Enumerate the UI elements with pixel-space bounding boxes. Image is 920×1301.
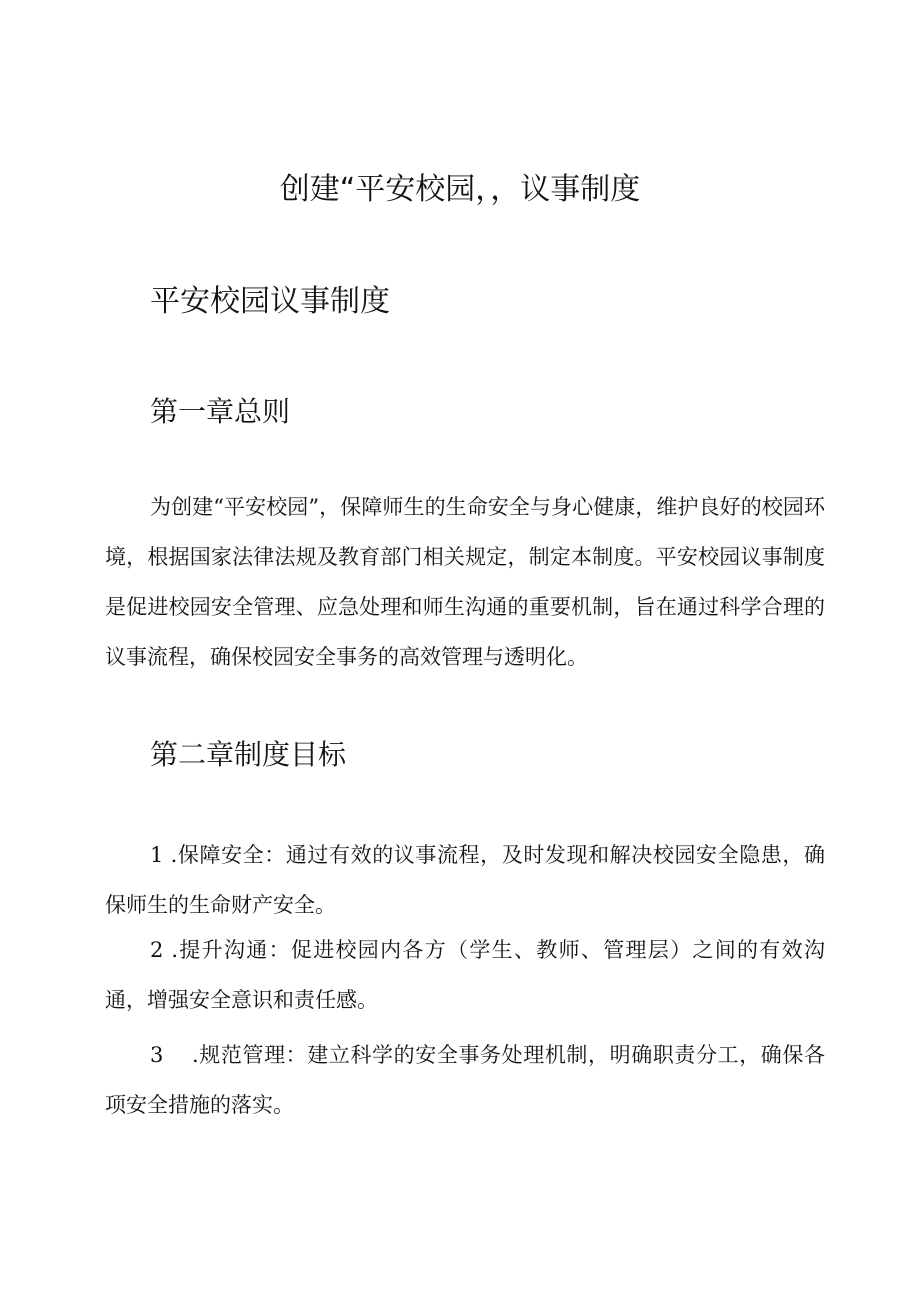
goal-item-text: .规范管理：建立科学的安全事务处理机制，明确职责分工，确保各项安全措施的落实。 (105, 1043, 825, 1117)
goal-item-1 (105, 830, 825, 930)
goal-item-number: 1 (150, 843, 164, 867)
goal-item-text: .提升沟通：促进校园内各方（学生、教师、管理层）之间的有效沟通，增强安全意识和责任感。 (105, 938, 825, 1012)
goal-item-number: 3 (150, 1043, 164, 1067)
goal-item-3 (105, 1030, 825, 1130)
goal-item-2 (105, 925, 825, 1025)
chapter-1-heading: 第一章总则 (150, 395, 291, 428)
goal-item-number: 2 (150, 938, 164, 962)
goal-item-text: .保障安全：通过有效的议事流程，及时发现和解决校园安全隐患，确保师生的生命财产安全。 (105, 843, 825, 917)
chapter-1-paragraph: 为创建“平安校园”，保障师生的生命安全与身心健康，维护良好的校园环境，根据国家法律法规及教育部门相关规定，制定本制度。平安校园议事制度是促进校园安全管理、应急处理和师生沟通的重要机制，旨在通过科学合理的议事流程，确保校园安全事务的高效管理与透明化。 (105, 495, 825, 669)
chapter-2-heading: 第二章制度目标 (150, 738, 347, 771)
document-title: 创建“平安校园，，议事制度 (279, 172, 641, 207)
document-subtitle: 平安校园议事制度 (150, 284, 390, 319)
